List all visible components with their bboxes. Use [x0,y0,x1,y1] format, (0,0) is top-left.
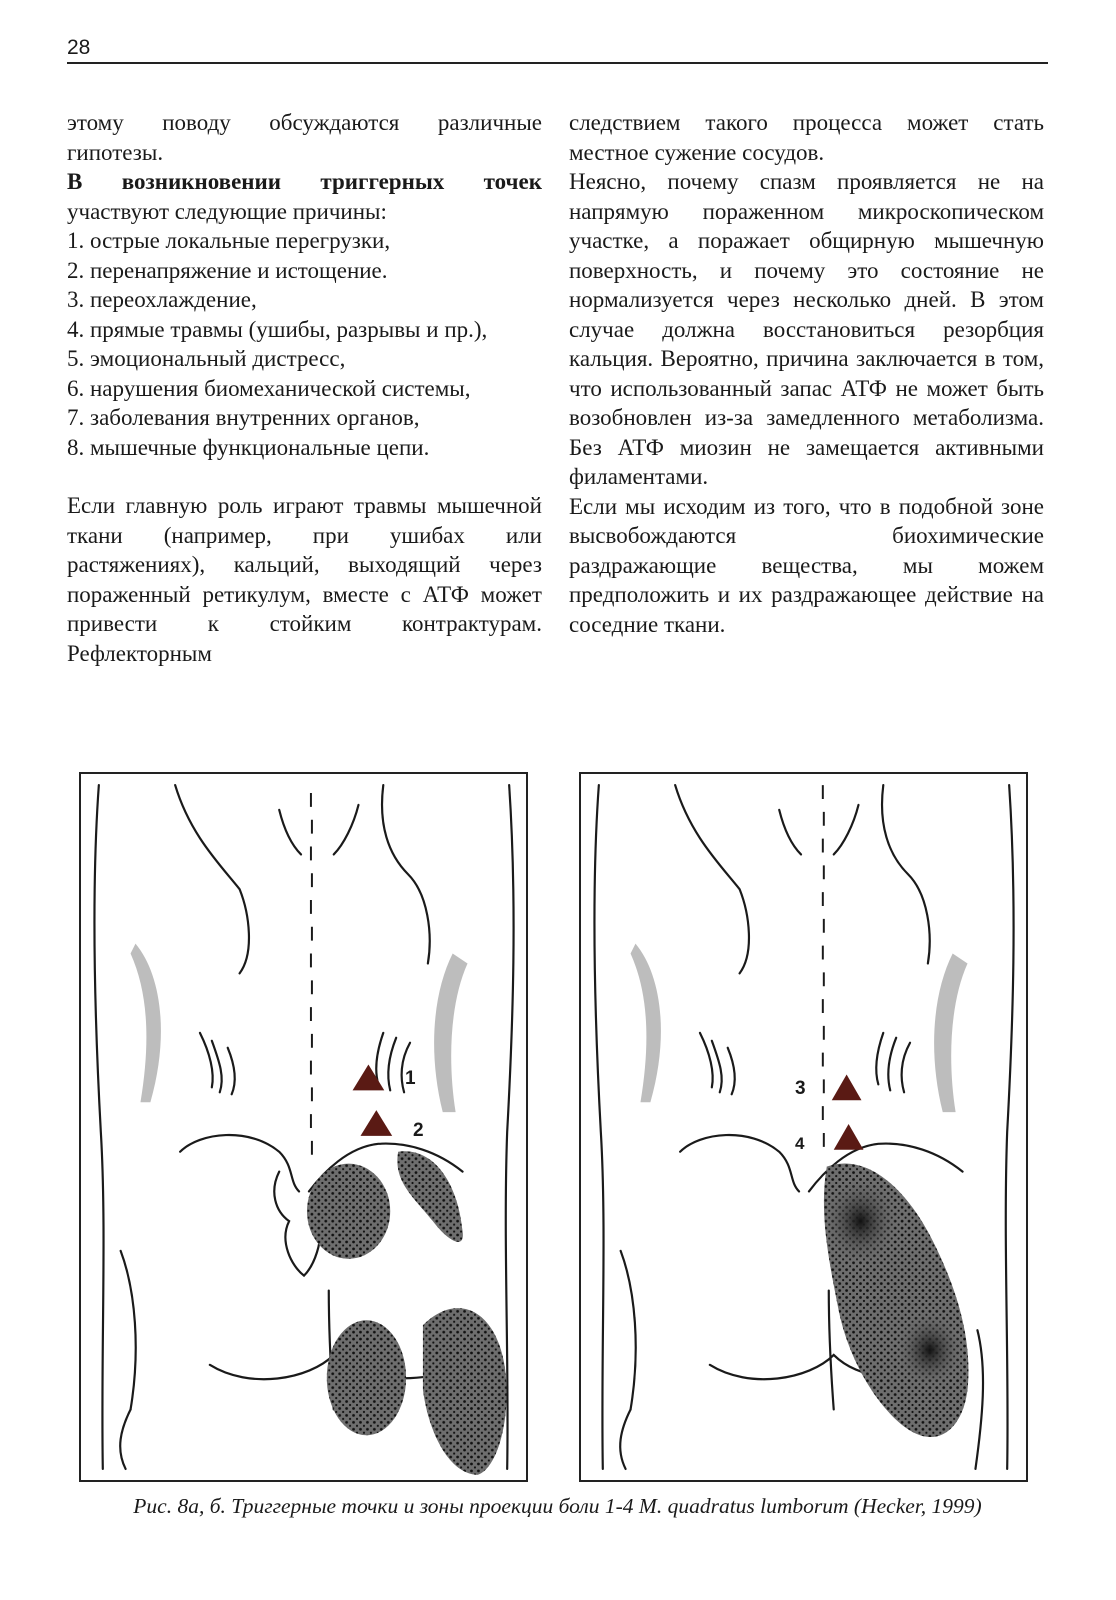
trigger-label-4: 4 [795,1134,805,1153]
right-paragraph-2: Неясно, почему спазм проявляется не на напрямую пораженном микроскопическом участке, а поражает общирную мышечную поверхность, и почему это состояние не нормализуется через несколько дней. В этом случае должна восстановиться резорбция кальция. Вероятно, причина заключается в том, что использованный запас АТФ не может быть возобновлен из-за замедленного метаболизма. Без АТФ миозин не замещается активными филаментами. [569,169,1044,489]
header-rule [67,62,1048,64]
list-item: 5. эмоциональный дистресс, [67,346,346,371]
bold-term: В возникновении триггерных точек [67,169,542,194]
back-outline-a [81,774,526,1480]
trigger-label-3: 3 [795,1078,806,1099]
page-number: 28 [67,36,91,59]
list-item: 8. мышечные функциональные цепи. [67,434,430,460]
left-paragraph-2 [67,167,542,226]
left-paragraph-2-rest: участвуют следующие причины: [67,198,387,224]
back-outline-b [581,774,1026,1480]
list-item: 1. острые локальные перегрузки, [67,228,391,253]
list-item: 4. прямые травмы (ушибы, разрывы и пр.), [67,316,488,342]
right-paragraph-1: следствием такого процесса может стать местное сужение сосудов. [569,110,1044,165]
right-paragraph-3: Если мы исходим из того, что в подобной зоне высвобождаются биохимические раздражающие вещества, мы можем предположить и их раздражающее действие на соседние ткани. [569,493,1044,637]
left-paragraph-3: Если главную роль играют травмы мышечной ткани (например, при ушибах или растяжениях), кальций, выходящий через пораженный ретикулум, вместе с АТФ может привести к стойким контрактурам. Рефлекторным [67,493,542,666]
left-paragraph-1: этому поводу обсуждаются различные гипотезы. [67,110,542,165]
list-item: 7. заболевания внутренних органов, [67,405,420,430]
trigger-label-2: 2 [413,1120,424,1141]
trigger-label-1: 1 [405,1068,416,1089]
list-item: 2. перенапряжение и истощение. [67,257,388,283]
list-item: 3. переохлаждение, [67,287,257,312]
list-item: 6. нарушения биомеханической системы, [67,375,471,401]
figure-caption: Рис. 8а, б. Триггерные точки и зоны проекции боли 1-4 M. quadratus lumborum (Hecker, 1999) [133,1494,982,1518]
figure-8a [79,772,528,1482]
left-column [67,108,542,668]
right-column [569,108,1044,639]
figure-8b [579,772,1028,1482]
